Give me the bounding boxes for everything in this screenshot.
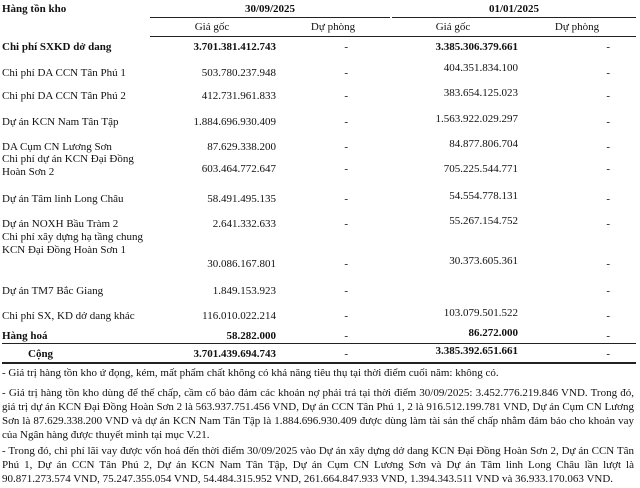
cell-cost-current: 30.086.167.801 [207, 258, 276, 270]
cell-provision-prior: - [606, 193, 610, 205]
col-header-cost-prior: Giá gốc [435, 21, 471, 33]
cell-provision-prior: - [606, 141, 610, 153]
cell-provision-prior: - [606, 67, 610, 79]
cell-provision-current: - [344, 330, 348, 342]
cell-cost-prior: 84.877.806.704 [449, 138, 518, 150]
row-label: Chi phí dự án KCN Đại Đồng Hoàn Sơn 2 [2, 153, 134, 178]
cell-provision-current: - [344, 193, 348, 205]
col-header-cost-current: Giá gốc [194, 21, 230, 33]
cell-provision-current: - [344, 141, 348, 153]
cell-cost-current: 412.731.961.833 [201, 90, 276, 102]
total-cost-current: 3.701.439.694.743 [193, 348, 276, 360]
row-label: Chi phí DA CCN Tân Phú 2 [2, 90, 126, 102]
cell-cost-prior: 55.267.154.752 [449, 215, 518, 227]
note-pledged-inventory: - Giá trị hàng tồn kho dùng để thế chấp, cầm cố bảo đảm các khoản nợ phải trả tại thời điểm 30/09/2025: 3.452.776.219.846 VND. Trong đó, giá trị dự án KCN Đại Đồng Hoàn Sơn 2 là 563.937.751.456 VND, Dự án CCN Tân Phú 1, 2 là 916.512.199.781 VND, Dự án Cụm CN Lương Sơn là 87.629.338.200 VND và dự án KCN Nam Tân Tập là 1.884.696.930.409 được dùng làm tài sản thế chấp nhằm đảm bảo cho khoản vay của Ngân hàng được thuyết minh tại mục V.21. [2, 387, 634, 441]
total-top-rule [2, 343, 636, 344]
cell-cost-current: 1.849.153.923 [212, 285, 276, 297]
cell-cost-current: 503.780.237.948 [201, 67, 276, 79]
cell-provision-prior: - [606, 116, 610, 128]
cell-cost-prior: 1.563.922.029.297 [435, 113, 518, 125]
cell-provision-current: - [344, 310, 348, 322]
cell-provision-current: - [344, 163, 348, 175]
total-cost-prior: 3.385.392.651.661 [435, 345, 518, 357]
note-capitalized-interest: - Trong đó, chi phí lãi vay được vốn hoá đến thời điểm 30/09/2025 vào Dự án xây dựng dở dang KCN Đại Đồng Hoàn Sơn 2, Dự án CCN Tân Phú 1, Dự án CCN Tân Phú 2, Dự án KCN Nam Tân Tập, Dự án Cụm CN Lương Sơn và Dự án Tâm linh Long Châu lần lượt là 90.871.273.574 VND, 75.247.355.054 VND, 54.484.315.952 VND, 261.664.847.933 VND, 1.394.343.511 VND và 36.933.170.063 VND. [2, 445, 634, 485]
period-header-prior: 01/01/2025 [488, 3, 540, 15]
row-label: Dự án KCN Nam Tân Tập [2, 116, 119, 128]
cell-provision-prior: - [606, 218, 610, 230]
cell-provision-prior: - [606, 285, 610, 297]
row-label: Dự án NOXH Bầu Tràm 2 [2, 218, 119, 230]
cell-cost-current: 58.491.495.135 [207, 193, 276, 205]
row-label: Chi phí SX, KD dở dang khác [2, 310, 135, 322]
period-underline-prior [392, 17, 636, 18]
row-label: Chi phí DA CCN Tân Phú 1 [2, 67, 126, 79]
cell-cost-prior: 3.385.306.379.661 [435, 41, 518, 53]
cell-cost-prior: 404.351.834.100 [443, 62, 518, 74]
period-underline-current [150, 17, 390, 18]
cell-cost-prior: 86.272.000 [468, 327, 518, 339]
table-title: Hàng tồn kho [2, 3, 67, 15]
cell-provision-current: - [344, 41, 348, 53]
cell-provision-prior: - [606, 90, 610, 102]
cell-provision-prior: - [606, 41, 610, 53]
row-label: Dự án TM7 Bắc Giang [2, 285, 104, 297]
cell-provision-current: - [344, 218, 348, 230]
cell-provision-current: - [344, 67, 348, 79]
cell-cost-current: 1.884.696.930.409 [193, 116, 276, 128]
cell-provision-current: - [344, 258, 348, 270]
row-label: Dự án Tâm linh Long Châu [2, 193, 124, 205]
row-label: Hàng hoá [2, 330, 48, 342]
cell-cost-current: 116.010.022.214 [202, 310, 276, 322]
total-provision-current: - [344, 348, 348, 360]
col-header-provision-current: Dự phòng [310, 21, 356, 33]
cell-cost-current: 2.641.332.633 [212, 218, 276, 230]
cell-provision-prior: - [606, 310, 610, 322]
cell-cost-current: 58.282.000 [226, 330, 276, 342]
cell-cost-current: 87.629.338.200 [207, 141, 276, 153]
total-bottom-rule [2, 362, 636, 364]
period-header-current: 30/09/2025 [244, 3, 296, 15]
cell-provision-prior: - [606, 258, 610, 270]
cell-provision-prior: - [606, 330, 610, 342]
cell-provision-current: - [344, 90, 348, 102]
total-provision-prior: - [606, 348, 610, 360]
cell-provision-current: - [344, 116, 348, 128]
note-damaged-inventory: - Giá trị hàng tồn kho ứ đọng, kém, mất phẩm chất không có khả năng tiêu thụ tại thời điểm cuối năm: không có. [2, 367, 499, 379]
total-label: Cộng [28, 348, 54, 360]
col-header-provision-prior: Dự phòng [554, 21, 600, 33]
header-bottom-rule [150, 36, 636, 37]
row-label: Chi phí SXKD dở dang [2, 41, 112, 53]
cell-cost-current: 3.701.381.412.743 [193, 41, 276, 53]
cell-provision-prior: - [606, 163, 610, 175]
cell-cost-prior: 54.554.778.131 [449, 190, 518, 202]
cell-cost-prior: 30.373.605.361 [449, 255, 518, 267]
cell-cost-prior: 705.225.544.771 [443, 163, 518, 175]
cell-cost-prior: 103.079.501.522 [443, 307, 518, 319]
row-label: Chi phí xây dựng hạ tầng chung KCN Đại Đồng Hoàn Sơn 1 [2, 231, 143, 256]
row-label: DA Cụm CN Lương Sơn [2, 141, 112, 153]
cell-cost-current: 603.464.772.647 [201, 163, 276, 175]
cell-provision-current: - [344, 285, 348, 297]
cell-cost-prior: 383.654.125.023 [443, 87, 518, 99]
